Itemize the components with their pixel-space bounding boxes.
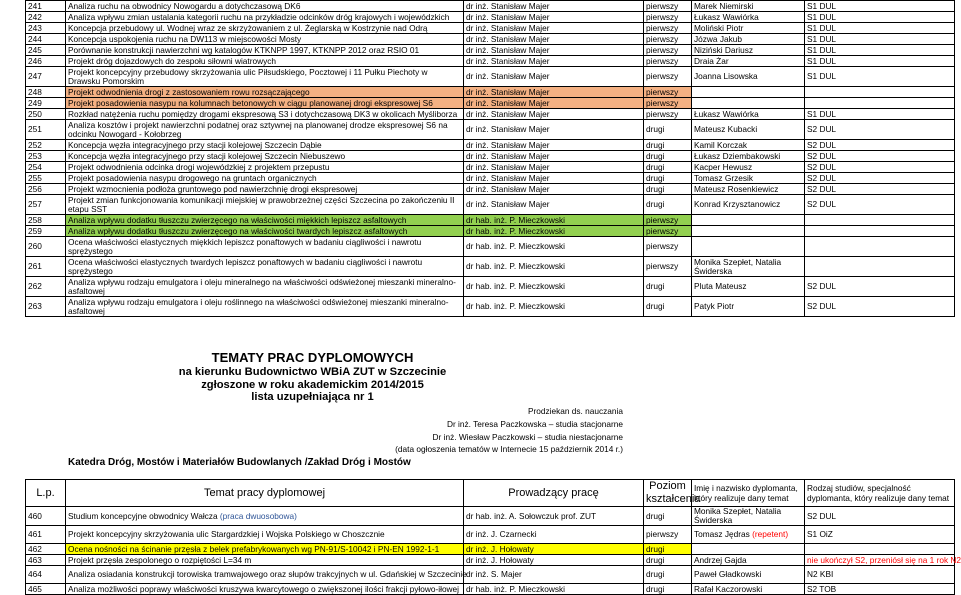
row-number: 461 [26,526,66,544]
row-promoter: dr hab. inż. P. Mieczkowski [464,257,644,277]
row-topic: Analiza wpływu dodatku tłuszczu zwierzęcego na właściwości miękkich lepiszcz asfaltowych [66,215,464,226]
row-topic-text: Analiza osiadania konstrukcji torowiska tramwajowego oraz słupów trakcyjnych w ul. Gdańskiej w Szczecinie [68,569,467,579]
row-author: Tomasz Grzesik [692,173,805,184]
subtitle-line-2: zgłoszone w roku akademickim 2014/2015 [201,378,424,391]
table-row [26,87,955,98]
table-row [26,277,955,297]
row-mode: S1 DUL [805,23,955,34]
row-number: 260 [26,237,66,257]
row-topic: Projekt koncepcyjny przebudowy skrzyżowania ulic Piłsudskiego, Pocztowej i 11 Pułku Piechoty w Drawsku Pomorskim [66,67,464,87]
row-mode: S2 DUL [805,151,955,162]
row-number: 243 [26,23,66,34]
row-level: drugi [644,555,692,566]
row-promoter: dr inż. Stanisław Majer [464,140,644,151]
row-author [692,544,805,555]
row-mode: S1 DUL [805,109,955,120]
row-topic [66,555,464,566]
row-level: pierwszy [644,526,692,544]
page-subtitle [170,366,455,404]
row-mode: S1 DUL [805,12,955,23]
row-mode: S1 DUL [805,34,955,45]
row-number: 463 [26,555,66,566]
row-level: drugi [644,173,692,184]
row-mode [805,544,955,555]
table-row [26,151,955,162]
row-promoter: dr inż. Stanisław Majer [464,45,644,56]
row-mode: S2 TOB [805,584,955,595]
row-promoter: dr inż. Stanisław Majer [464,56,644,67]
row-topic: Ocena właściwości elastycznych twardych lepiszcz ponaftowych w badaniu ciągliwości i nawrotu sprężystego [66,257,464,277]
row-level: pierwszy [644,215,692,226]
page-title: TEMATY PRAC DYPLOMOWYCH [211,350,414,365]
row-topic-text: Projekt koncepcyjny skrzyżowania ulic Stargardzkiej i Wojska Polskiego w Choszcznie [68,529,385,539]
topics-table-top [25,0,955,317]
table-row [26,67,955,87]
table-row [26,215,955,226]
row-promoter: dr inż. Stanisław Majer [464,173,644,184]
row-promoter: dr inż. J. Czarnecki [464,526,644,544]
col-header-level: Poziom kształcenia [644,480,692,507]
row-level: pierwszy [644,23,692,34]
row-topic: Rozkład natężenia ruchu pomiędzy drogami ekspresową S3 i dotychczasową DK3 w okolicach Myśliborza [66,109,464,120]
row-level: drugi [644,120,692,140]
row-topic: Koncepcja przebudowy ul. Wodnej wraz ze skrzyżowaniem z ul. Żeglarską w Kostrzynie nad Odrą [66,23,464,34]
row-promoter: dr hab. inż. P. Mieczkowski [464,237,644,257]
row-author: Draia Żar [692,56,805,67]
row-topic: Analiza kosztów i projekt nawierzchni podatnej oraz sztywnej na planowanej drodze ekspresowej S6 na odcinku Nowogard - Kołobrzeg [66,120,464,140]
row-topic: Analiza wpływu dodatku tłuszczu zwierzęcego na właściwości twardych lepiszcz asfaltowych [66,226,464,237]
row-promoter: dr inż. Stanisław Majer [464,109,644,120]
row-number: 465 [26,584,66,595]
row-promoter: dr inż. Stanisław Majer [464,87,644,98]
table-row [26,237,955,257]
row-mode [805,257,955,277]
table-row [26,507,955,526]
row-mode [805,215,955,226]
table-row [26,140,955,151]
row-number: 247 [26,67,66,87]
department-name: Katedra Dróg, Mostów i Materiałów Budowlanych /Zakład Dróg i Mostów [68,457,411,468]
row-topic [66,584,464,595]
row-topic: Projekt dróg dojazdowych do zespołu siłowni wiatrowych [66,56,464,67]
row-topic [66,507,464,526]
row-topic: Projekt odwodnienia drogi z zastosowaniem rowu rozsączającego [66,87,464,98]
table-row [26,56,955,67]
table-row [26,120,955,140]
row-author: Mateusz Kubacki [692,120,805,140]
row-number: 259 [26,226,66,237]
row-level: drugi [644,151,692,162]
row-author [692,87,805,98]
row-promoter: dr inż. Stanisław Majer [464,98,644,109]
row-mode: S2 DUL [805,277,955,297]
row-mode: N2 KBI [805,566,955,584]
row-author: Łukasz Wawiórka [692,12,805,23]
row-topic: Koncepcja węzła integracyjnego przy stacji kolejowej Szczecin Dąbie [66,140,464,151]
row-author: Moliński Piotr [692,23,805,34]
row-topic-text: Ocena nośności na ścinanie przęsła z belek prefabrykowanych wg PN-91/S-10042 i PN-EN 1992-1-1 [68,543,440,554]
row-topic [66,526,464,544]
row-author: Rafał Kaczorowski [692,584,805,595]
row-number: 241 [26,1,66,12]
row-topic: Projekt odwodnienia odcinka drogi wojewódzkiej z projektem przepustu [66,162,464,173]
subtitle-line-3: lista uzupełniająca nr 1 [251,391,374,403]
row-level: drugi [644,195,692,215]
row-promoter: dr inż. Stanisław Majer [464,195,644,215]
row-author [692,226,805,237]
table-row [26,1,955,12]
row-mode [805,87,955,98]
row-level: pierwszy [644,109,692,120]
row-author: Mateusz Rosenkiewicz [692,184,805,195]
table-row [26,12,955,23]
row-level: drugi [644,140,692,151]
row-number: 250 [26,109,66,120]
row-mode [805,237,955,257]
row-level: pierwszy [644,45,692,56]
row-level: drugi [644,162,692,173]
table-row [26,195,955,215]
row-author: Niziński Dariusz [692,45,805,56]
row-topic [66,544,464,555]
row-level: pierwszy [644,98,692,109]
row-topic: Projekt wzmocnienia podłoża gruntowego pod nawierzchnię drogi ekspresowej [66,184,464,195]
row-author: Kacper Hewusz [692,162,805,173]
table-row [26,109,955,120]
row-topic: Analiza wpływu rodzaju emulgatora i oleju mineralnego na właściwości odświeżonej mieszanki mineralno-asfaltowej [66,277,464,297]
row-author: Łukasz Wawiórka [692,109,805,120]
row-author: Marek Niemirski [692,1,805,12]
row-number: 246 [26,56,66,67]
row-promoter: dr inż. Stanisław Majer [464,34,644,45]
row-promoter: dr hab. inż. P. Mieczkowski [464,226,644,237]
row-number: 251 [26,120,66,140]
row-level: drugi [644,297,692,317]
row-number: 248 [26,87,66,98]
row-author [692,237,805,257]
row-topic: Koncepcja uspokojenia ruchu na DW113 w miejscowości Mosty [66,34,464,45]
row-author: Patyk Piotr [692,297,805,317]
row-topic-text: Analiza możliwości poprawy właściwości kruszywa kwarcytowego o zwiększonej ilości frakcji pyłowo-iłowej [68,583,460,594]
row-number: 244 [26,34,66,45]
row-promoter: dr inż. J. Hołowaty [464,555,644,566]
row-level: drugi [644,184,692,195]
row-level: pierwszy [644,87,692,98]
table-row [26,566,955,584]
row-topic: Projekt posadowienia nasypu na kolumnach betonowych w ciągu planowanej drogi ekspresowej S6 [66,98,464,109]
col-header-author: Imię i nazwisko dyplomanta, który realizuje dany temat [692,480,805,507]
table-row [26,555,955,566]
row-number: 464 [26,566,66,584]
row-level: drugi [644,277,692,297]
row-number: 263 [26,297,66,317]
row-topic: Projekt zmian funkcjonowania komunikacji miejskiej w prawobrzeżnej części Szczecina po zakończeniu II etapu SST [66,195,464,215]
row-mode: S2 DUL [805,120,955,140]
table-row [26,226,955,237]
row-author [692,215,805,226]
topics-table-bottom [25,479,961,595]
row-number: 462 [26,544,66,555]
row-topic-text: Studium koncepcyjne obwodnicy Wałcza [68,510,220,521]
table-row [26,544,955,555]
row-promoter: dr inż. Stanisław Majer [464,151,644,162]
row-topic: Koncepcja węzła integracyjnego przy stacji kolejowej Szczecin Niebuszewo [66,151,464,162]
row-level: drugi [644,544,692,555]
row-topic: Ocena właściwości elastycznych miękkich lepiszcz ponaftowych w badaniu ciągliwości i nawrotu sprężystego [66,237,464,257]
table-row [26,23,955,34]
row-mode: S1 DUL [805,67,955,87]
row-author: Łukasz Dziembakowski [692,151,805,162]
row-mode: S2 DUL [805,162,955,173]
row-topic: Analiza ruchu na obwodnicy Nowogardu a dotychczasową DK6 [66,1,464,12]
row-topic [66,566,467,584]
announcement-note: (data ogłoszenia tematów w Internecie 15 październik 2014 r.) [395,444,623,454]
row-level: pierwszy [644,12,692,23]
row-number: 253 [26,151,66,162]
row-author [692,98,805,109]
row-level: pierwszy [644,1,692,12]
row-mode: S2 DUL [805,195,955,215]
row-topic-text: Projekt przęsła zespolonego o rozpiętości L=34 m [68,554,252,565]
row-topic: Analiza wpływu rodzaju emulgatora i oleju roślinnego na właściwości odświeżonej mieszanki mineralno-asfaltowej [66,297,464,317]
row-number: 258 [26,215,66,226]
row-promoter: dr hab. inż. P. Mieczkowski [464,215,644,226]
row-author: Monika Szepłet, Natalia Świderska [692,507,805,526]
row-level: pierwszy [644,257,692,277]
row-mode [805,226,955,237]
row-promoter: dr inż. J. Hołowaty [464,544,644,555]
table-row [26,526,955,544]
row-author: Konrad Krzysztanowicz [692,195,805,215]
subtitle-line-1: na kierunku Budownictwo WBiA ZUT w Szczecinie [178,366,447,378]
row-author [692,526,805,544]
row-topic: Analiza wpływu zmian ustalania kategorii ruchu na przykładzie odcinków dróg krajowych i wojewódzkich [66,12,464,23]
row-author-name: Tomasz Jędras [694,529,753,539]
row-promoter: dr hab. inż. P. Mieczkowski [464,584,644,595]
row-mode: S2 DUL [805,173,955,184]
row-topic: Projekt posadowienia nasypu drogowego na gruntach organicznych [66,173,464,184]
row-author: Joanna Lisowska [692,67,805,87]
row-number: 249 [26,98,66,109]
row-level: pierwszy [644,34,692,45]
row-topic-note: (praca dwuosobowa) [219,510,297,521]
table-row [26,184,955,195]
table-row [26,45,955,56]
row-topic: Porównanie konstrukcji nawierzchni wg katalogów KTKNPP 1997, KTKNPP 2012 oraz RSIO 01 [66,45,464,56]
table-row [26,98,955,109]
row-number: 252 [26,140,66,151]
col-header-promoter: Prowadzący pracę [464,480,644,507]
table-row [26,162,955,173]
row-mode: S1 DUL [805,45,955,56]
row-level: pierwszy [644,67,692,87]
nonstationary-signature: Dr inż. Wiesław Paczkowski – studia niestacjonarne [432,432,623,442]
row-number: 255 [26,173,66,184]
row-author: Paweł Gładkowski [692,566,805,584]
row-promoter: dr inż. Stanisław Majer [464,67,644,87]
row-promoter: dr inż. Stanisław Majer [464,120,644,140]
row-number: 460 [26,507,66,526]
row-level: pierwszy [644,237,692,257]
col-header-no: L.p. [26,480,66,507]
row-promoter: dr inż. S. Majer [464,566,644,584]
table-row [26,257,955,277]
row-level: pierwszy [644,56,692,67]
row-mode: S1 DUL [805,1,955,12]
row-number: 254 [26,162,66,173]
row-mode: nie ukończył S2, przeniósł się na 1 rok N2 [805,555,955,566]
row-mode: S1 OiZ [805,526,955,544]
row-number: 245 [26,45,66,56]
row-level: drugi [644,566,692,584]
row-author-note: (repetent) [752,529,789,539]
row-author: Józwa Jakub [692,34,805,45]
row-promoter: dr inż. Stanisław Majer [464,1,644,12]
row-promoter: dr inż. Stanisław Majer [464,12,644,23]
table-row [26,34,955,45]
col-header-mode: Rodzaj studiów, specjalność dyplomanta, który realizuje dany temat [805,480,955,507]
row-promoter: dr hab. inż. P. Mieczkowski [464,297,644,317]
row-level: drugi [644,584,692,595]
dean-label: Prodziekan ds. nauczania [527,406,623,416]
row-mode: S2 DUL [805,297,955,317]
row-author: Pluta Mateusz [692,277,805,297]
row-promoter: dr inż. Stanisław Majer [464,162,644,173]
row-author: Monika Szepłet, Natalia Świderska [692,257,805,277]
row-mode: S1 DUL [805,56,955,67]
col-header-topic: Temat pracy dyplomowej [66,480,464,507]
row-promoter: dr inż. Stanisław Majer [464,23,644,34]
row-number: 242 [26,12,66,23]
row-mode [805,98,955,109]
row-promoter: dr hab. inż. P. Mieczkowski [464,277,644,297]
row-number: 256 [26,184,66,195]
row-mode: S2 DUL [805,507,955,526]
stationary-signature: Dr inż. Teresa Paczkowska – studia stacjonarne [446,419,623,429]
row-promoter: dr hab. inż. A. Sołowczuk prof. ZUT [464,507,644,526]
row-level: drugi [644,507,692,526]
row-mode: S2 DUL [805,140,955,151]
row-number: 262 [26,277,66,297]
table-row [26,173,955,184]
table-row [26,584,955,595]
row-level: pierwszy [644,226,692,237]
row-author: Andrzej Gajda [692,555,805,566]
table-row [26,297,955,317]
row-number: 257 [26,195,66,215]
row-mode: S2 DUL [805,184,955,195]
row-number: 261 [26,257,66,277]
row-promoter: dr inż. Stanisław Majer [464,184,644,195]
row-author: Kamil Korczak [692,140,805,151]
